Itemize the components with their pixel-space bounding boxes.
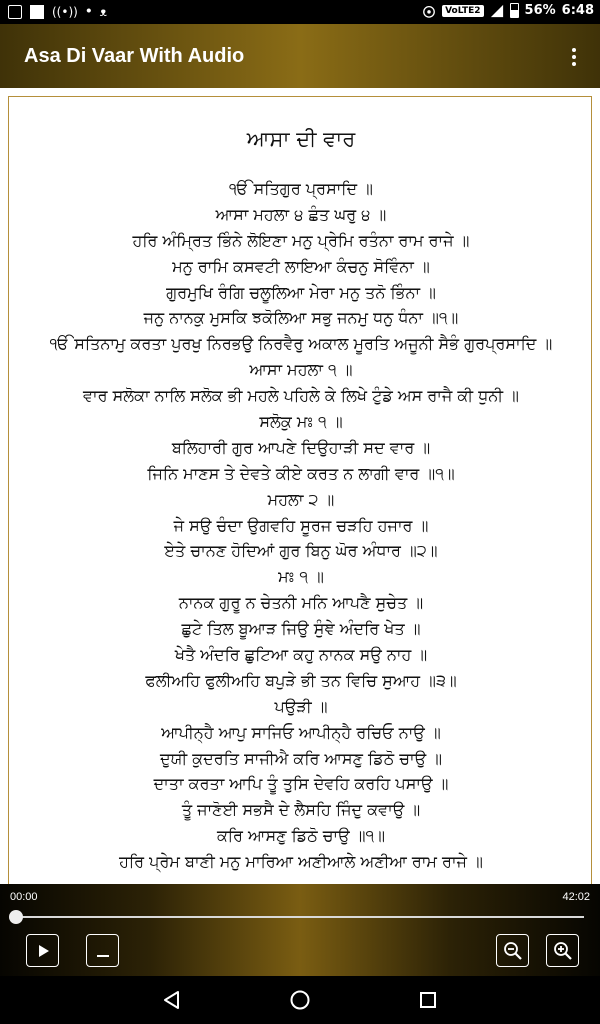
clock-text: 6:48 <box>561 3 594 18</box>
hotspot-icon: ((•)) <box>52 4 78 19</box>
home-icon[interactable] <box>288 988 312 1012</box>
play-icon <box>35 943 51 959</box>
verse-line: ਤੂੰ ਜਾਣੋਈ ਸਭਸੈ ਦੇ ਲੈਸਹਿ ਜਿੰਦੁ ਕਵਾਉ ॥ <box>181 800 421 820</box>
verse-line: ੴ ਸਤਿਨਾਮੁ ਕਰਤਾ ਪੁਰਖੁ ਨਿਰਭਉ ਨਿਰਵੈਰੁ ਅਕਾਲ ਮੂਰਤਿ ਅਜੂਨੀ ਸੈਭੰ ਗੁਰਪ੍ਰਸਾਦਿ ॥ <box>49 334 553 354</box>
back-icon[interactable] <box>160 988 184 1012</box>
battery-icon <box>510 3 519 18</box>
verse-line: ਮਨੁ ਰਾਮਿ ਕਸਵਟੀ ਲਾਇਆ ਕੰਚਨੁ ਸੋਵਿੰਨਾ ॥ <box>172 256 430 276</box>
cat-icon: ᴥ <box>99 4 107 19</box>
play-button[interactable] <box>26 934 59 967</box>
verse-line: ਹਰਿ ਪ੍ਰੇਮ ਬਾਣੀ ਮਨੁ ਮਾਰਿਆ ਅਣੀਆਲੇ ਅਣੀਆ ਰਾਮ ਰਾਜੇ ॥ <box>119 852 483 872</box>
verse-line: ਕਰਿ ਆਸਣੁ ਡਿਠੋ ਚਾਉ ॥੧॥ <box>216 826 386 846</box>
verse-list <box>9 176 592 875</box>
verse-line: ਪਉੜੀ ॥ <box>274 696 328 716</box>
menu-dot <box>572 62 576 66</box>
gallery-icon <box>8 5 22 19</box>
page-heading: ਆਸਾ ਦੀ ਵਾਰ <box>246 127 356 151</box>
zoom-out-icon <box>503 941 523 961</box>
menu-dot <box>572 48 576 52</box>
recents-icon[interactable] <box>416 988 440 1012</box>
verse-line: ਛੁਟੇ ਤਿਲ ਬੂਆੜ ਜਿਉ ਸੁੰਞੇ ਅੰਦਰਿ ਖੇਤ ॥ <box>181 619 421 639</box>
verse-line: ਦੁਯੀ ਕੁਦਰਤਿ ਸਾਜੀਐ ਕਰਿ ਆਸਣੁ ਡਿਠੋ ਚਾਉ ॥ <box>159 748 443 768</box>
app-title: Asa Di Vaar With Audio <box>24 45 245 67</box>
total-time: 42:02 <box>562 891 590 903</box>
zoom-in-button[interactable] <box>546 934 579 967</box>
more-vert-icon[interactable] <box>566 46 582 68</box>
zoom-in-icon <box>553 941 573 961</box>
verse-line: ਏਤੇ ਚਾਨਣ ਹੋਦਿਆਂ ਗੁਰ ਬਿਨੁ ਘੋਰ ਅੰਧਾਰ ॥੨॥ <box>164 541 438 561</box>
audio-player <box>0 884 600 976</box>
verse-line: ੴ ਸਤਿਗੁਰ ਪ੍ਰਸਾਦਿ ॥ <box>229 179 373 198</box>
verse-line: ਜਿਨਿ ਮਾਣਸ ਤੇ ਦੇਵਤੇ ਕੀਏ ਕਰਤ ਨ ਲਾਗੀ ਵਾਰ ॥੧॥ <box>147 463 455 483</box>
current-time: 00:00 <box>10 891 38 903</box>
verse-line: ਬਲਿਹਾਰੀ ਗੁਰ ਆਪਣੇ ਦਿਉਹਾੜੀ ਸਦ ਵਾਰ ॥ <box>171 437 431 457</box>
verse-line: ਆਸਾ ਮਹਲਾ ੧ ॥ <box>249 360 353 380</box>
signal-icon <box>490 4 504 18</box>
menu-dot <box>572 55 576 59</box>
verse-line: ਗੁਰਮੁਖਿ ਰੰਗਿ ਚਲੂਲਿਆ ਮੇਰਾ ਮਨੁ ਤਨੋ ਭਿੰਨਾ ॥ <box>166 282 436 302</box>
zoom-out-button[interactable] <box>496 934 529 967</box>
verse-line: ਜਨੁ ਨਾਨਕੁ ਮੁਸਕਿ ਝਕੋਲਿਆ ਸਭੁ ਜਨਮੁ ਧਨੁ ਧੰਨਾ ॥੧॥ <box>143 308 459 328</box>
status-left-icons <box>8 4 107 19</box>
verse-line: ਮਃ ੧ ॥ <box>278 567 324 587</box>
app-icon: ꔷ <box>85 4 92 18</box>
verse-line: ਆਪੀਨ੍ਹੈ ਆਪੁ ਸਾਜਿਓ ਆਪੀਨ੍ਹੈ ਰਚਿਓ ਨਾਉ ॥ <box>161 722 441 742</box>
seek-bar[interactable] <box>16 916 584 918</box>
status-right-icons <box>422 3 594 18</box>
wifi-icon <box>422 4 436 18</box>
scripture-card[interactable] <box>8 96 592 896</box>
verse-line: ਜੇ ਸਉ ਚੰਦਾ ਉਗਵਹਿ ਸੂਰਜ ਚੜਹਿ ਹਜਾਰ ॥ <box>173 515 429 535</box>
app-bar <box>0 24 600 88</box>
minimize-button[interactable] <box>86 934 119 967</box>
verse-line: ਦਾਤਾ ਕਰਤਾ ਆਪਿ ਤੂੰ ਤੁਸਿ ਦੇਵਹਿ ਕਰਹਿ ਪਸਾਉ ॥ <box>153 774 449 794</box>
navigation-bar <box>0 976 600 1024</box>
battery-text: 56% <box>524 3 556 18</box>
verse-line: ਆਸਾ ਮਹਲਾ ੪ ਛੰਤ ਘਰੁ ੪ ॥ <box>215 204 387 224</box>
verse-line: ਸਲੋਕੁ ਮਃ ੧ ॥ <box>259 412 343 432</box>
square-icon <box>30 5 44 19</box>
verse-line: ਨਾਨਕ ਗੁਰੂ ਨ ਚੇਤਨੀ ਮਨਿ ਆਪਣੈ ਸੁਚੇਤ ॥ <box>178 593 424 613</box>
seek-thumb[interactable] <box>9 910 23 924</box>
verse-line: ਫਲੀਅਹਿ ਫੁਲੀਅਹਿ ਬਪੁੜੇ ਭੀ ਤਨ ਵਿਚਿ ਸੁਆਹ ॥੩॥ <box>145 670 457 690</box>
minimize-icon <box>94 942 112 960</box>
verse-line: ਖੇਤੈ ਅੰਦਰਿ ਛੁਟਿਆ ਕਹੁ ਨਾਨਕ ਸਉ ਨਾਹ ॥ <box>174 645 428 665</box>
verse-line: ਮਹਲਾ ੨ ॥ <box>267 489 335 509</box>
verse-line: ਵਾਰ ਸਲੋਕਾ ਨਾਲਿ ਸਲੋਕ ਭੀ ਮਹਲੇ ਪਹਿਲੇ ਕੇ ਲਿਖੇ ਟੁੰਡੇ ਅਸ ਰਾਜੈ ਕੀ ਧੁਨੀ ॥ <box>83 386 519 406</box>
status-bar <box>0 0 600 24</box>
network-badge: VoLTE2 <box>442 5 483 17</box>
verse-line: ਹਰਿ ਅੰਮ੍ਰਿਤ ਭਿੰਨੇ ਲੋਇਣਾ ਮਨੁ ਪ੍ਰੇਮਿ ਰਤੰਨਾ ਰਾਮ ਰਾਜੇ ॥ <box>132 230 470 250</box>
